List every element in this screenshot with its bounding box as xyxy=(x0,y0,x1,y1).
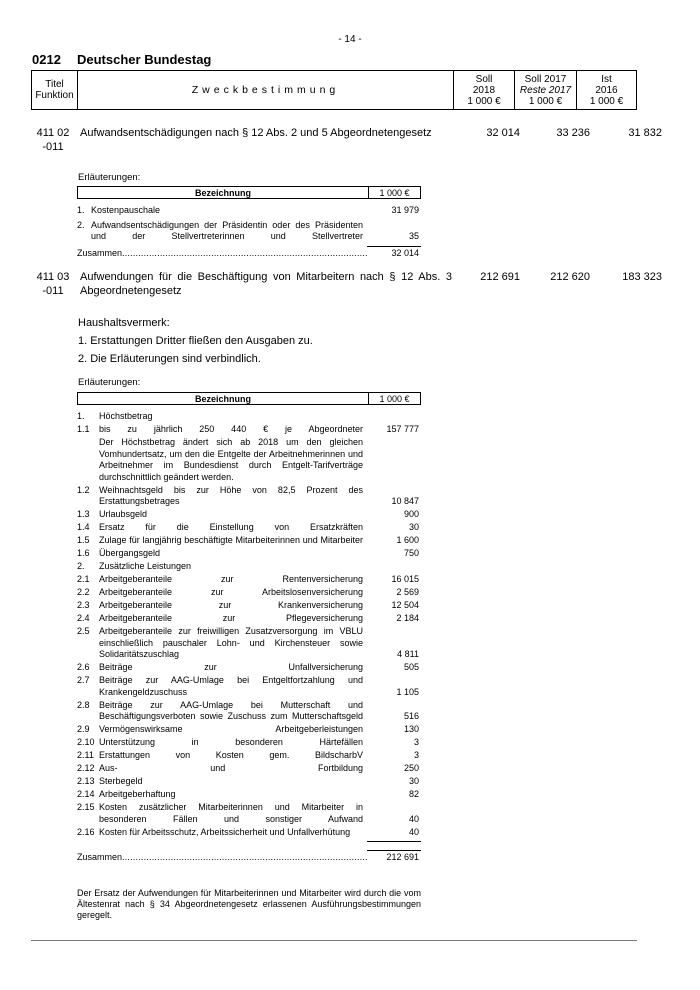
row-value: 505 xyxy=(403,662,419,672)
row-value: 40 xyxy=(408,813,419,824)
row-text xyxy=(99,724,367,736)
row-number: 2. xyxy=(77,219,85,230)
row-text xyxy=(99,548,367,560)
row-text xyxy=(91,205,367,217)
table-row xyxy=(77,574,421,586)
total-value: 32 014 xyxy=(391,247,419,258)
row-text xyxy=(99,424,367,436)
row-text-content: Zusätzliche Leistungen xyxy=(99,561,192,571)
row-value: 1 105 xyxy=(396,686,419,697)
row-number: 1.5 xyxy=(77,535,90,545)
row-value: 3 xyxy=(413,737,419,747)
row-number xyxy=(77,437,99,483)
table-body xyxy=(77,205,421,243)
title-number xyxy=(32,126,74,154)
header-ist-year: 2016 xyxy=(595,84,618,96)
row-value: 12 504 xyxy=(391,600,419,610)
soll-2017-value: 212 620 xyxy=(550,271,590,283)
title-text: Aufwandsentschädigungen nach § 12 Abs. 2 und 5 Abgeordnetengesetz xyxy=(80,127,432,139)
row-number: 1.3 xyxy=(77,509,90,519)
title-text: Aufwendungen für die Beschäftigung von Mitarbeitern nach § 12 Abs. 3 Abgeordnetengesetz xyxy=(80,271,452,297)
chapter-code: 0212 xyxy=(32,52,61,67)
row-value: 750 xyxy=(403,548,419,558)
table-row xyxy=(77,535,421,547)
row-value: 1 600 xyxy=(396,535,419,545)
header-ist-label: Ist xyxy=(601,73,612,85)
header-ist-unit: 1 000 € xyxy=(589,95,624,107)
soll-2018-value: 32 014 xyxy=(486,127,520,139)
header-ist-2016 xyxy=(577,71,636,109)
table-row xyxy=(77,675,421,698)
row-text-content: Ersatz für die Einstellung von Ersatzkräften xyxy=(99,522,363,532)
row-value: 30 xyxy=(408,522,419,532)
row-value: 35 xyxy=(408,231,419,241)
funktion-code: -011 xyxy=(42,141,64,153)
row-value: 3 xyxy=(413,750,419,760)
row-text-content: Arbeitgeberhaftung xyxy=(99,789,176,799)
row-text xyxy=(99,776,367,788)
row-text xyxy=(99,613,367,625)
row-number: 2.15 xyxy=(77,802,95,812)
row-text xyxy=(99,561,367,573)
row-text xyxy=(99,662,367,674)
row-number: 2. xyxy=(77,561,85,571)
row-text xyxy=(99,802,367,825)
row-text-content: Aus- und Fortbildung xyxy=(99,763,363,773)
row-text xyxy=(99,700,367,723)
table-row xyxy=(77,485,421,508)
th-unit: 1 000 € xyxy=(379,188,410,198)
row-number: 2.8 xyxy=(77,699,90,710)
total-label xyxy=(77,851,367,863)
table-row xyxy=(77,587,421,599)
chapter-heading xyxy=(32,52,211,67)
table-row xyxy=(77,700,421,723)
table-row xyxy=(77,437,421,483)
row-number: 2.11 xyxy=(77,750,94,760)
erlaeuterungen-label: Erläuterungen: xyxy=(78,377,141,388)
row-value: 2 569 xyxy=(396,587,419,597)
row-text xyxy=(99,437,367,483)
row-value: 31 979 xyxy=(391,205,419,215)
table-row xyxy=(77,776,421,788)
header-soll-2018 xyxy=(454,71,515,109)
row-value: 130 xyxy=(403,724,419,734)
row-text-content: Zulage für langjährig beschäftigte Mitarbeiterinnen und Mitarbeiter xyxy=(99,535,363,545)
row-text xyxy=(99,600,367,612)
row-value: 2 184 xyxy=(396,613,419,623)
total-row xyxy=(77,851,421,863)
row-number: 2.5 xyxy=(77,626,90,636)
row-text-content: Höchstbetrag xyxy=(99,411,153,421)
soll-2018-value: 212 691 xyxy=(480,271,520,283)
row-number: 1. xyxy=(77,205,85,215)
row-text xyxy=(99,485,367,508)
row-text xyxy=(91,220,367,243)
row-number: 1.4 xyxy=(77,522,90,532)
row-number: 2.10 xyxy=(77,737,95,747)
row-text xyxy=(99,750,367,762)
row-text-content: Arbeitgeberanteile zur Pflegeversicherung xyxy=(99,613,363,623)
th-bezeichnung: Bezeichnung xyxy=(78,393,369,404)
titel-code: 411 02 xyxy=(36,127,70,139)
row-text-content: Arbeitgeberanteile zur Rentenversicherung xyxy=(99,574,363,584)
row-number: 2.12 xyxy=(77,763,95,773)
table-body xyxy=(77,411,421,838)
row-text-content: Vermögenswirksame Arbeitgeberleistungen xyxy=(99,724,363,734)
table-row xyxy=(77,561,421,573)
row-text-content: Kostenpauschale xyxy=(91,205,161,215)
table-row xyxy=(77,626,421,661)
row-value: 250 xyxy=(403,763,419,773)
table-row xyxy=(77,548,421,560)
bottom-rule xyxy=(31,940,637,941)
header-soll2017-label: Soll 2017 xyxy=(524,73,567,85)
table-row xyxy=(77,220,421,243)
row-text-content: Sterbegeld xyxy=(99,776,143,786)
row-number: 2.3 xyxy=(77,600,90,610)
row-text-content: Unterstützung in besonderen Härtefällen xyxy=(99,737,363,747)
row-text-content: bis zu jährlich 250 440 € je Abgeordneter xyxy=(99,424,363,434)
row-value: 900 xyxy=(403,509,419,519)
page-number: - 14 - xyxy=(338,34,362,45)
haushaltsvermerk-item: 1. Erstattungen Dritter fließen den Ausgaben zu. xyxy=(78,335,313,347)
row-text xyxy=(99,626,367,661)
row-text xyxy=(99,574,367,586)
row-number: 1.1 xyxy=(77,424,90,434)
th-bezeichnung: Bezeichnung xyxy=(78,187,369,198)
row-number: 2.4 xyxy=(77,613,90,623)
table-row xyxy=(77,424,421,436)
header-soll2017-unit: 1 000 € xyxy=(528,95,563,107)
row-number: 2.7 xyxy=(77,675,90,685)
row-value: 16 015 xyxy=(391,574,419,584)
total-text: Zusammen xyxy=(77,852,123,862)
header-zweckbestimmung: Zweckbestimmung xyxy=(78,71,454,109)
column-header xyxy=(31,70,637,110)
row-text-content: Arbeitgeberanteile zur Arbeitslosenversicherung xyxy=(99,587,363,597)
row-text-content: Aufwandsentschädigungen der Präsidentin oder des Präsidenten und der Stellvertreterinnen und Stellvertreter xyxy=(91,219,363,241)
table-header xyxy=(77,392,421,405)
total-value: 212 691 xyxy=(386,852,419,862)
table-row xyxy=(77,613,421,625)
row-number: 2.9 xyxy=(77,724,90,734)
row-number: 1. xyxy=(77,411,85,421)
total-label xyxy=(77,247,367,259)
row-text-content: Weihnachtsgeld bis zur Höhe von 82,5 Prozent des Erstattungsbetrages xyxy=(99,484,363,506)
row-number: 2.6 xyxy=(77,662,90,672)
row-value: 4 811 xyxy=(397,649,419,659)
row-text-content: Kosten zusätzlicher Mitarbeiterinnen und Mitarbeiter in besonderen Fällen und sonstiger Aufwand xyxy=(99,802,363,824)
table-row xyxy=(77,662,421,674)
erlaeuterungen-table-2 xyxy=(77,392,421,863)
header-soll-year: 2018 xyxy=(472,84,496,96)
row-text-content: Erstattungen von Kosten gem. BildscharbV xyxy=(99,750,363,760)
row-value: 82 xyxy=(408,789,419,799)
row-text xyxy=(99,675,367,698)
row-value: 10 847 xyxy=(391,496,419,506)
erlaeuterungen-label: Erläuterungen: xyxy=(78,172,141,183)
row-number: 1.2 xyxy=(77,484,90,495)
row-text xyxy=(99,587,367,599)
header-funktion: Funktion xyxy=(35,90,74,101)
table-row xyxy=(77,750,421,762)
header-soll-label: Soll xyxy=(475,73,493,85)
titel-code: 411 03 xyxy=(36,271,70,283)
row-value: 516 xyxy=(403,711,419,721)
row-text xyxy=(99,789,367,801)
row-text xyxy=(99,535,367,547)
row-text-content: Übergangsgeld xyxy=(99,548,161,558)
row-text-content: Beiträge zur AAG-Umlage bei Entgeltfortzahlung und Krankengeldzuschuss xyxy=(99,675,363,697)
table-row xyxy=(77,737,421,749)
table-row xyxy=(77,789,421,801)
haushaltsvermerk xyxy=(78,314,313,368)
footnote: Der Ersatz der Aufwendungen für Mitarbeiterinnen und Mitarbeiter wird durch die vom Ältestenrat nach § 34 Abgeordnetengesetz erlassenen Ausführungsbestimmungen geregelt. xyxy=(77,888,421,920)
row-number: 2.1 xyxy=(77,574,90,584)
funktion-code: -011 xyxy=(42,285,64,297)
table-row xyxy=(77,411,421,423)
row-text-content: Urlaubsgeld xyxy=(99,509,148,519)
row-text xyxy=(99,411,367,423)
header-reste-label: Reste 2017 xyxy=(519,84,572,96)
row-number: 2.14 xyxy=(77,789,95,799)
table-row xyxy=(77,827,421,839)
row-value: 40 xyxy=(408,826,419,837)
row-number: 1.6 xyxy=(77,548,90,558)
row-number: 2.13 xyxy=(77,776,95,786)
header-titel: Titel xyxy=(45,79,64,90)
row-text xyxy=(99,509,367,521)
header-soll-unit: 1 000 € xyxy=(467,95,501,107)
title-number xyxy=(32,270,74,298)
row-text-content: Der Höchstbetrag ändert sich ab 2018 um den gleichen Vomhundertsatz, um den die Entgelte der Arbeitnehmerinnen und Arbeitnehmer im Bundesdienst durch Entgelt-Tarifverträge durchschnittlich geändert werden. xyxy=(99,437,363,482)
row-text-content: Arbeitgeberanteile zur Krankenversicherung xyxy=(99,600,363,610)
table-row xyxy=(77,522,421,534)
row-text xyxy=(99,737,367,749)
table-row xyxy=(77,724,421,736)
soll-2017-value: 33 236 xyxy=(556,127,590,139)
th-unit: 1 000 € xyxy=(379,394,410,404)
ist-2016-value: 183 323 xyxy=(622,271,662,283)
row-text-content: Beiträge zur AAG-Umlage bei Mutterschaft und Beschäftigungsverboten sowie Zuschuss zum Mutterschaftsgeld xyxy=(99,699,363,721)
row-text-content: Arbeitgeberanteile zur freiwilligen Zusatzversorgung im VBLU einschließlich pauschaler Lohn- und Kirchensteuer sowie Solidaritätszuschlag xyxy=(99,626,363,659)
table-row xyxy=(77,802,421,825)
haushaltsvermerk-item: 2. Die Erläuterungen sind verbindlich. xyxy=(78,353,261,365)
row-text xyxy=(99,827,367,839)
total-row xyxy=(77,247,421,259)
ist-2016-value: 31 832 xyxy=(628,127,662,139)
row-value: 30 xyxy=(408,776,419,786)
row-text xyxy=(99,763,367,775)
total-text: Zusammen xyxy=(77,247,123,258)
row-number: 2.16 xyxy=(77,826,95,837)
table-row xyxy=(77,205,421,217)
table-row xyxy=(77,509,421,521)
row-text-content: Kosten für Arbeitsschutz, Arbeitssicherheit und Unfallverhütung xyxy=(99,826,351,837)
header-soll-2017 xyxy=(515,71,577,109)
row-text xyxy=(99,522,367,534)
haushaltsvermerk-label: Haushaltsvermerk: xyxy=(78,317,170,329)
row-number: 2.2 xyxy=(77,587,90,597)
header-titel-funktion xyxy=(32,71,78,109)
row-text-content: Beiträge zur Unfallversicherung xyxy=(99,662,363,672)
erlaeuterungen-table-1 xyxy=(77,186,421,259)
table-header xyxy=(77,186,421,199)
table-row xyxy=(77,763,421,775)
chapter-name: Deutscher Bundestag xyxy=(77,52,212,67)
row-value: 157 777 xyxy=(386,424,419,434)
sum-line xyxy=(367,841,421,842)
table-row xyxy=(77,600,421,612)
